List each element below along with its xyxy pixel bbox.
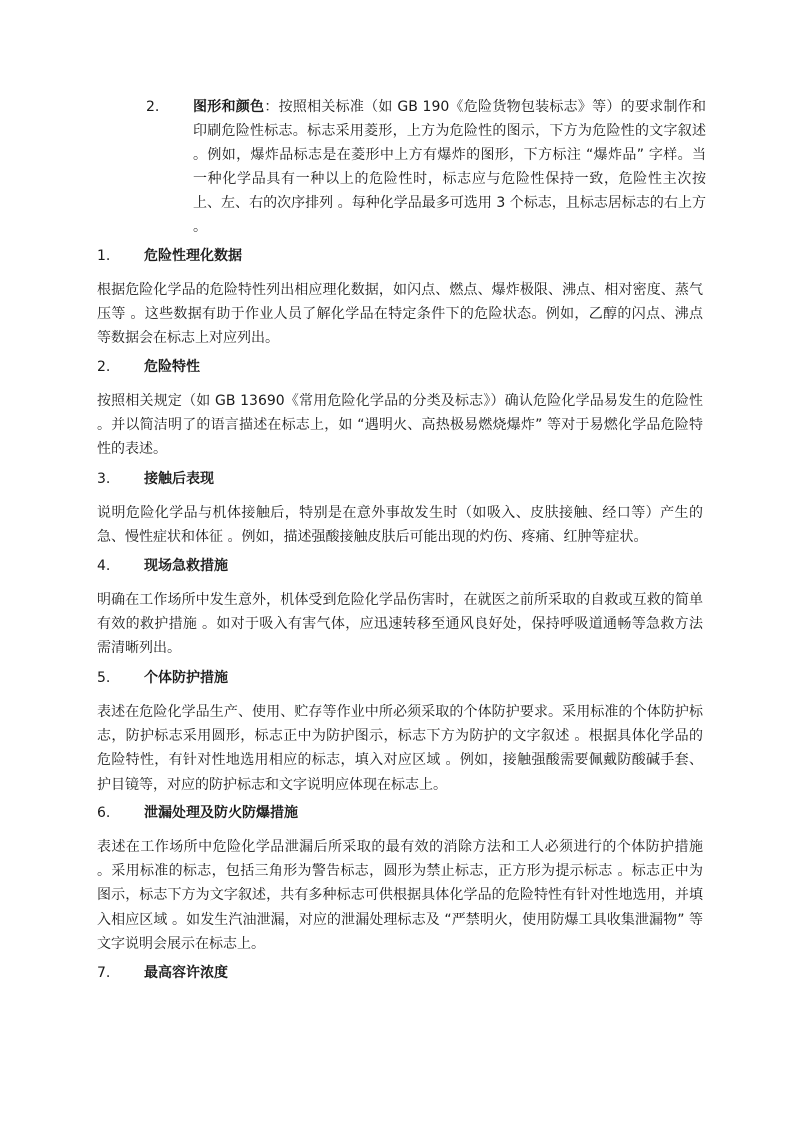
section-title: 现场急救措施 <box>144 558 228 574</box>
section-heading <box>97 961 703 985</box>
section-body: 表述在危险化学品生产、使用、贮存等作业中所必须采取的个体防护要求。采用标准的个体防护标志，防护标志采用圆形，标志正中为防护图示，标志下方为防护的文字叙述 。根据具体化学品的危险特性，有针对性地选用相应的标志，填入对应区域 。例如，接触强酸需要佩戴防酸碱手套、护目镜等，对应的防护标志和文字说明应体现在标志上。 <box>97 704 703 793</box>
section-number: 1. <box>97 248 111 264</box>
list-body: ：按照相关标准（如 GB 190《危险货物包装标志》等）的要求制作和印刷危险性标志。标志采用菱形，上方为危险性的图示，下方为危险性的文字叙述 。例如，爆炸品标志是在菱形中上方有爆炸的图形，下方标注 “爆炸品” 字样。当一种化学品具有一种以上的危险性时，标志应与危险性保持一致，危险性主次按上、左、右的次序排列 。每种化学品最多可选用 3 个标志，且标志居标志的右上方 。 <box>193 99 706 235</box>
section-number: 6. <box>97 805 111 821</box>
section-title: 危险特性 <box>144 359 200 375</box>
section-heading <box>97 467 703 491</box>
section-number: 7. <box>97 965 111 981</box>
section-title: 最高容许浓度 <box>144 965 228 981</box>
section-number: 4. <box>97 558 111 574</box>
section-heading <box>97 244 703 268</box>
section-exposure-symptoms <box>97 467 703 549</box>
section-number: 5. <box>97 670 111 686</box>
section-title: 泄漏处理及防火防爆措施 <box>144 805 298 821</box>
section-number: 2. <box>97 359 111 375</box>
section-heading <box>97 554 703 578</box>
section-hazard-properties <box>97 355 703 462</box>
section-max-allowable-concentration <box>97 961 703 985</box>
section-body: 根据危险化学品的危险特性列出相应理化数据，如闪点、燃点、爆炸极限、沸点、相对密度、蒸气压等 。这些数据有助于作业人员了解化学品在特定条件下的危险状态。例如，乙醇的闪点、沸点等数据会在标志上对应列出。 <box>97 282 703 347</box>
section-body: 按照相关规定（如 GB 13690《常用危险化学品的分类及标志》）确认危险化学品易发生的危险性 。并以简洁明了的语言描述在标志上，如 “遇明火、高热极易燃烧爆炸” 等对于易燃化学品危险特性的表述。 <box>97 393 703 458</box>
list-title: 图形和颜色 <box>193 99 265 115</box>
section-body: 说明危险化学品与机体接触后，特别是在意外事故发生时（如吸入、皮肤接触、经口等）产生的急、慢性症状和体征 。例如，描述强酸接触皮肤后可能出现的灼伤、疼痛、红肿等症状。 <box>97 505 703 546</box>
section-body: 表述在工作场所中危险化学品泄漏后所采取的最有效的消除方法和工人必须进行的个体防护措施 。采用标准的标志，包括三角形为警告标志，圆形为禁止标志，正方形为提示标志 。标志正中为图示，标志下方为文字叙述，共有多种标志可供根据具体化学品的危险特性有针对性地选用，并填入相应区域 。如发生汽油泄漏，对应的泄漏处理标志及 “严禁明火，使用防爆工具收集泄漏物” 等文字说明会展示在标志上。 <box>97 839 703 952</box>
list-number: 2. <box>146 99 160 115</box>
section-leak-fire-explosion <box>97 801 703 956</box>
section-number: 3. <box>97 471 111 487</box>
section-title: 接触后表现 <box>144 471 214 487</box>
section-title: 个体防护措施 <box>144 670 228 686</box>
section-title: 危险性理化数据 <box>144 248 242 264</box>
section-heading <box>97 355 703 379</box>
section-heading <box>97 801 703 825</box>
section-physchem-data <box>97 244 703 351</box>
section-personal-protection <box>97 666 703 797</box>
section-first-aid <box>97 554 703 661</box>
section-heading <box>97 666 703 690</box>
list-text <box>193 95 706 239</box>
section-body: 明确在工作场所中发生意外，机体受到危险化学品伤害时，在就医之前所采取的自救或互救的简单有效的救护措施 。如对于吸入有害气体，应迅速转移至通风良好处，保持呼吸道通畅等急救方法需清晰列出。 <box>97 592 703 657</box>
